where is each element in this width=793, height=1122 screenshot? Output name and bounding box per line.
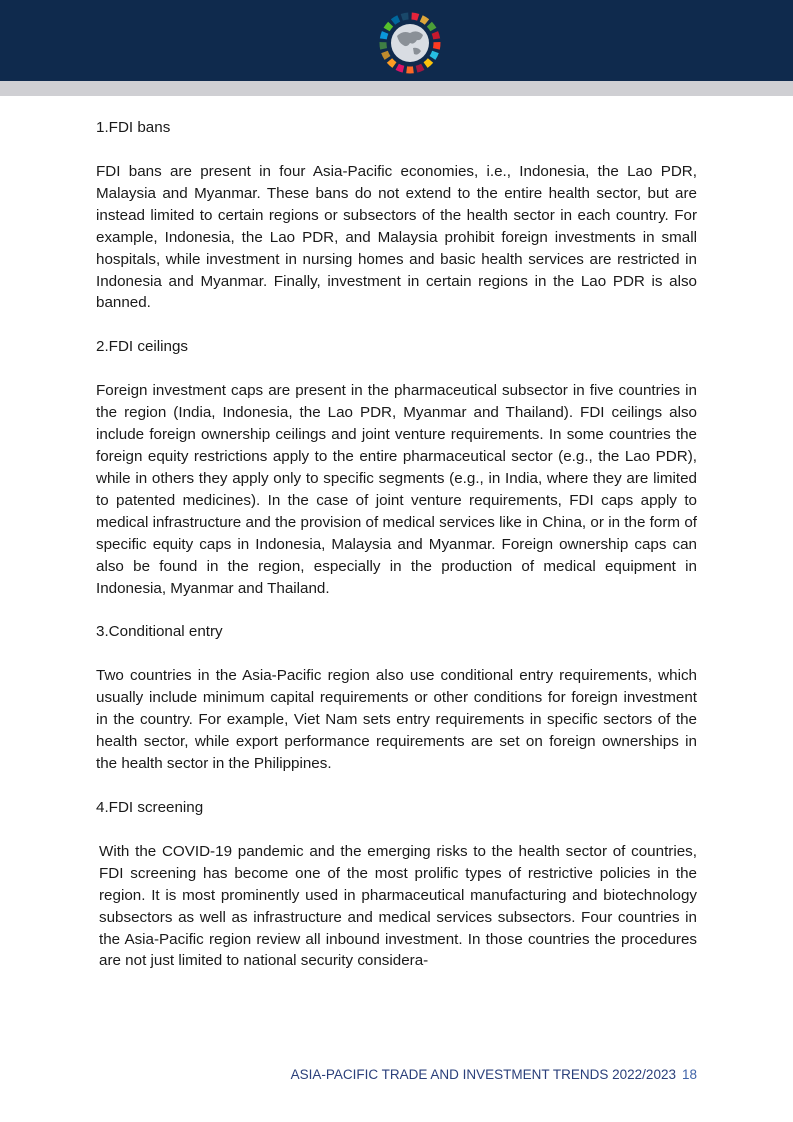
footer-title: ASIA-PACIFIC TRADE AND INVESTMENT TRENDS 2022/2023: [290, 1067, 676, 1082]
sdg-ring-segment: [393, 18, 399, 22]
section-paragraph: Foreign investment caps are present in the pharmaceutical subsector in five countries in the region (India, Indonesia, the Lao PDR, Myanmar and Thailand). FDI ceilings also include foreign ownership ceilings and joint venture requirements. In some countries the foreign equity restrictions apply to the entire pharmaceutical sector (e.g., the Lao PDR), while in others they apply only to specific segments (e.g., in India, where they are limited to patented medicines). In the case of joint venture requirements, FDI caps apply to medical infrastructure and the provision of medical services like in China, or in the form of specific equity caps in Indonesia, Malaysia and Myanmar. Foreign ownership caps can also be found in the region, especially in the production of medical equipment in Indonesia, Myanmar and Thailand.: [96, 382, 697, 597]
section-heading: 4.FDI screening: [96, 798, 204, 816]
section-heading: 1.FDI bans: [96, 119, 171, 136]
page-footer: [291, 1066, 697, 1084]
sdg-ring-segment: [426, 61, 431, 66]
sdg-ring-segment: [435, 32, 437, 38]
section-paragraph: With the COVID-19 pandemic and the emerging risks to the health sector of countries, FDI screening has become one of the most prolific types of restrictive policies in the region. It is most prominently used in pharmaceutical manufacturing and biotechnology subsectors as well as infrastructure and medical services subsectors. Four countries in the Asia-Pacific region review all inbound investment. In those countries the procedures are not just limited to national security considera-: [99, 842, 697, 970]
section-heading: 2.FDI ceilings: [96, 338, 189, 356]
page-number: 18: [681, 1067, 697, 1082]
sdg-ring-segment: [389, 61, 394, 66]
sdg-ring-segment: [383, 32, 385, 38]
header-stripe: [0, 81, 793, 96]
sdg-ring-segment: [402, 16, 409, 17]
section-paragraph: Two countries in the Asia-Pacific region also use conditional entry requirements, which usually include minimum capital requirements or other conditions for foreign investment in the country. For example, Viet Nam sets entry requirements in specific sectors of the health sector, while export performance requirements are set on foreign ownerships in the health sector in the Philippines.: [96, 667, 697, 773]
sdg-ring-segment: [412, 16, 419, 17]
sdg-ring-segment: [417, 67, 423, 69]
sdg-wheel-globe-icon: [377, 10, 443, 76]
sdg-ring-segment: [421, 18, 427, 22]
sdg-ring-segment: [436, 42, 437, 49]
section-heading: 3.Conditional entry: [96, 623, 223, 641]
sdg-ring-segment: [385, 52, 388, 58]
document-body: [96, 117, 697, 994]
sdg-ring-segment: [397, 67, 403, 69]
sdg-ring-segment: [429, 24, 433, 29]
sdg-ring-segment: [432, 52, 435, 58]
sdg-ring-segment: [383, 42, 384, 49]
section-paragraph: FDI bans are present in four Asia-Pacific economies, i.e., Indonesia, the Lao PDR, Malaysia and Myanmar. These bans do not extend to the entire health sector, but are instead limited to certain regions or subsectors of the health sector in each country. For example, Indonesia, the Lao PDR, and Malaysia prohibit foreign investments in small hospitals, while investment in nursing homes and basic health services are restricted in Indonesia and Myanmar. Finally, investment in certain regions in the Lao PDR is also banned.: [96, 163, 697, 312]
sdg-ring-segment: [387, 24, 391, 29]
